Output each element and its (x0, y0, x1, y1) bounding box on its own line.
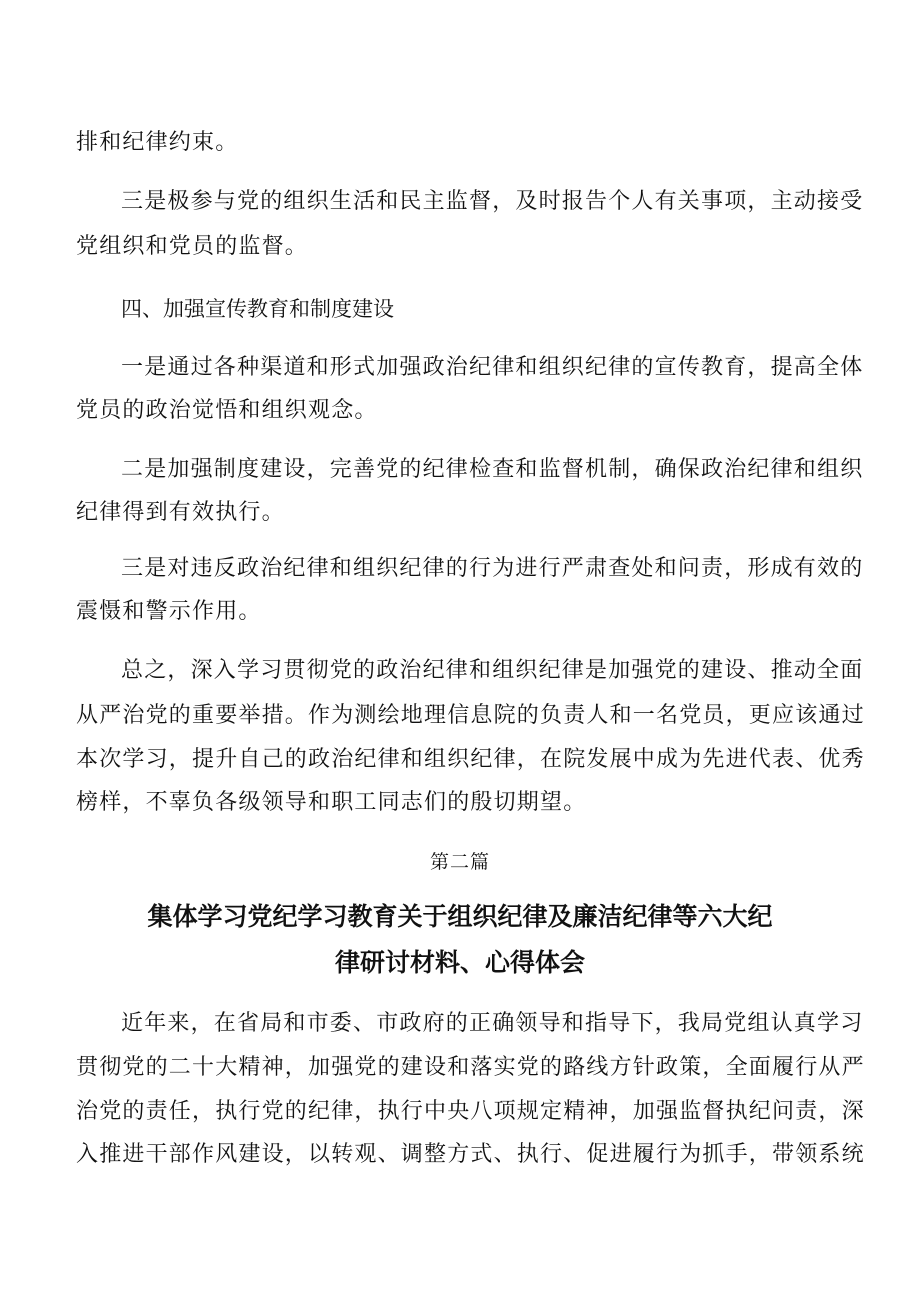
section-heading: 四、加强宣传教育和制度建设 (121, 297, 394, 321)
paragraph-line: 党员的政治觉悟和组织观念。 (76, 398, 378, 423)
paragraph-line: 一是通过各种渠道和形式加强政治纪律和组织纪律的宣传教育，提高全体 (121, 355, 864, 380)
paragraph-line: 总之，深入学习贯彻党的政治纪律和组织纪律是加强党的建设、推动全面 (121, 658, 864, 683)
paragraph-line: 震慑和警示作用。 (76, 599, 262, 624)
paragraph-line: 三是对违反政治纪律和组织纪律的行为进行严肃查处和问责，形成有效的 (121, 556, 864, 581)
document-title-line: 集体学习党纪学习教育关于组织纪律及廉洁纪律等六大纪 (147, 902, 773, 931)
paragraph-line: 纪律得到有效执行。 (76, 500, 285, 525)
paragraph-line: 从严治党的重要举措。作为测绘地理信息院的负责人和一名党员，更应该通过 (76, 703, 865, 728)
paragraph-line: 治党的责任，执行党的纪律，执行中央八项规定精神，加强监督执纪问责，深 (76, 1099, 865, 1124)
paragraph-line: 党组织和党员的监督。 (76, 234, 309, 259)
part-label: 第二篇 (429, 851, 490, 873)
paragraph-tail-line: 排和纪律约束。 (76, 130, 239, 155)
paragraph-line: 入推进干部作风建设，以转观、调整方式、执行、促进履行为抓手，带领系统 (76, 1142, 865, 1167)
paragraph-line: 本次学习，提升自己的政治纪律和组织纪律，在院发展中成为先进代表、优秀 (76, 747, 865, 772)
paragraph-line: 二是加强制度建设，完善党的纪律检查和监督机制，确保政治纪律和组织 (121, 457, 864, 482)
document-title-line: 律研讨材料、心得体会 (334, 948, 585, 977)
paragraph-line: 榜样，不辜负各级领导和职工同志们的殷切期望。 (76, 790, 587, 815)
paragraph-line: 近年来，在省局和市委、市政府的正确领导和指导下，我局党组认真学习 (121, 1011, 864, 1036)
paragraph-line: 三是极参与党的组织生活和民主监督，及时报告个人有关事项，主动接受 (121, 189, 864, 214)
paragraph-line: 贯彻党的二十大精神，加强党的建设和落实党的路线方针政策，全面履行从严 (76, 1055, 865, 1080)
